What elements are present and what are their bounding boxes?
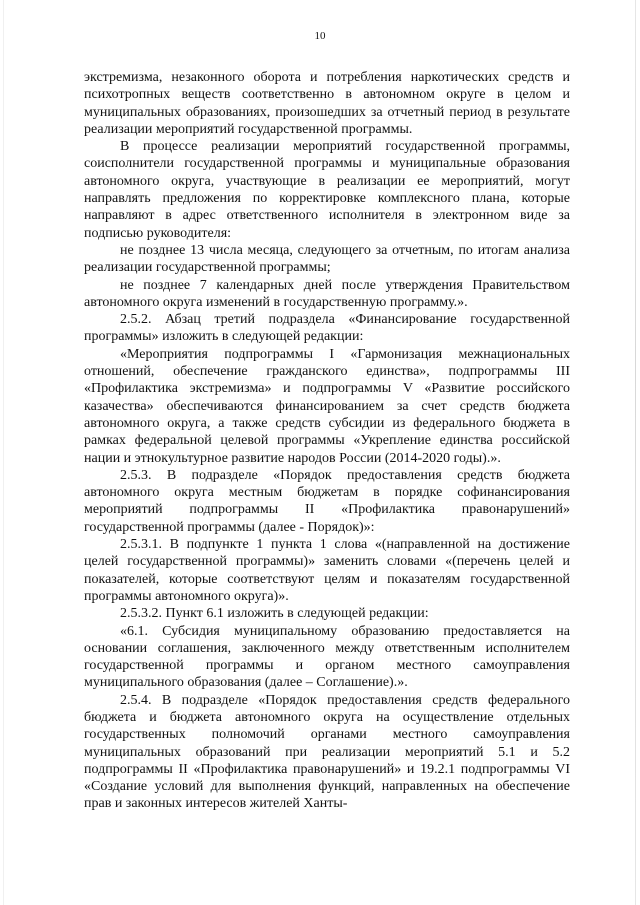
paragraph-continuation: экстремизма, незаконного оборота и потребления наркотических средств и психотропных веществ соответственно в автономном округе в целом и муниципальных образованиях, произошедших за отчетный период в результате реализации мероприятий государственной программы.	[84, 70, 570, 137]
document-body	[84, 69, 570, 813]
paragraph-2-5-2: 2.5.2. Абзац третий подраздела «Финансирование государственной программы» изложить в следующей редакции:	[84, 312, 570, 345]
scan-edge-left	[3, 0, 4, 905]
scan-edge-right	[635, 0, 636, 905]
paragraph-2-5-3-1: 2.5.3.1. В подпункте 1 пункта 1 слова «(направленной на достижение целей государственной программы)» заменить словами «(перечень целей и показателей, которые соответствуют целям и показателям государственной программы автономного округа)».	[84, 537, 570, 604]
paragraph-deadline-7: не позднее 7 календарных дней после утверждения Правительством автономного округа изменений в государственную программу.».	[84, 277, 570, 310]
paragraph-2-5-4: 2.5.4. В подразделе «Порядок предоставления средств федерального бюджета и бюджета автономного округа на осуществление отдельных государственных полномочий органами местного самоуправления муниципальных образований при реализации мероприятий 5.1 и 5.2 подпрограммы II «Профилактика правонарушений» и 19.2.1 подпрограммы VI «Создание условий для выполнения функций, направленных на обеспечение прав и законных интересов жителей Ханты-	[84, 692, 570, 812]
paragraph-deadline-13: не позднее 13 числа месяца, следующего за отчетным, по итогам анализа реализации государственной программы;	[84, 242, 570, 276]
paragraph-quoted-financing: «Мероприятия подпрограммы I «Гармонизация межнациональных отношений, обеспечение гражданского единства», подпрограммы III «Профилактика экстремизма» и подпрограммы V «Развитие российского казачества» обеспечиваются финансированием за счет средств бюджета автономного округа, а также средств субсидии из федерального бюджета в рамках федеральной целевой программы «Укрепление единства российской нации и этнокультурное развитие народов России (2014-2020 годы).».	[84, 346, 570, 466]
paragraph-2-5-3: 2.5.3. В подразделе «Порядок предоставления средств бюджета автономного округа местным бюджетам в порядке софинансирования мероприятий подпрограммы II «Профилактика правонарушений» государственной программы (далее - Порядок)»:	[84, 467, 570, 535]
paragraph-proposals: В процессе реализации мероприятий государственной программы, соисполнители государственной программы и муниципальные образования автономного округа, участвующие в реализации ее мероприятий, могут направлять предложения по корректировке комплексного плана, которые направляют в адрес ответственного исполнителя в электронном виде за подписью руководителя:	[84, 139, 570, 241]
paragraph-quoted-6-1: «6.1. Субсидия муниципальному образованию предоставляется на основании соглашения, заключенного между ответственным исполнителем государственной программы и органом местного самоуправления муниципального образования (далее – Соглашение).».	[84, 623, 570, 691]
paragraph-2-5-3-2: 2.5.3.2. Пункт 6.1 изложить в следующей редакции:	[120, 606, 429, 622]
page-number: 10	[314, 30, 326, 42]
